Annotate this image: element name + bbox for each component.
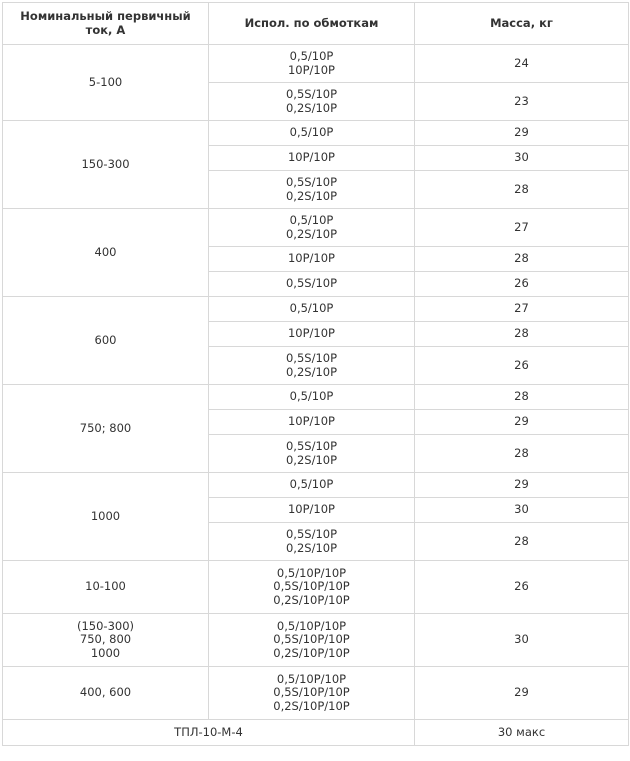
mass-cell: 26 (415, 561, 629, 614)
current-cell: 400, 600 (3, 667, 209, 720)
mass-cell: 29 (415, 667, 629, 720)
current-cell: 5-100 (3, 45, 209, 121)
mass-cell: 27 (415, 209, 629, 247)
mass-cell: 28 (415, 523, 629, 561)
winding-cell: 0,5/10Р (209, 297, 415, 322)
current-cell: 10-100 (3, 561, 209, 614)
winding-cell: 10Р/10Р (209, 146, 415, 171)
winding-cell: 0,5S/10Р 0,2S/10Р (209, 83, 415, 121)
current-cell: 150-300 (3, 121, 209, 209)
spec-table (2, 2, 629, 746)
winding-cell: 0,5/10Р (209, 473, 415, 498)
winding-cell: 0,5/10Р/10Р 0,5S/10Р/10Р 0,2S/10Р/10Р (209, 561, 415, 614)
winding-cell: 0,5S/10Р (209, 272, 415, 297)
table-row (3, 667, 629, 720)
mass-cell: 29 (415, 121, 629, 146)
mass-cell: 28 (415, 322, 629, 347)
mass-cell: 29 (415, 473, 629, 498)
table-row (3, 121, 629, 146)
mass-cell: 30 (415, 498, 629, 523)
current-cell: (150-300) 750, 800 1000 (3, 614, 209, 667)
current-cell: 600 (3, 297, 209, 385)
header-mass: Масса, кг (415, 3, 629, 45)
mass-cell: 30 (415, 146, 629, 171)
winding-cell: 0,5/10Р/10Р 0,5S/10Р/10Р 0,2S/10Р/10Р (209, 614, 415, 667)
table-row (3, 561, 629, 614)
table-row (3, 209, 629, 247)
mass-cell: 27 (415, 297, 629, 322)
winding-cell: 0,5S/10Р 0,2S/10Р (209, 347, 415, 385)
table-row (3, 45, 629, 83)
winding-cell: 10Р/10Р (209, 410, 415, 435)
winding-cell: 0,5/10Р/10Р 0,5S/10Р/10Р 0,2S/10Р/10Р (209, 667, 415, 720)
mass-cell: 26 (415, 347, 629, 385)
winding-cell: 10Р/10Р (209, 322, 415, 347)
mass-cell: 28 (415, 435, 629, 473)
footer-row (3, 720, 629, 746)
winding-cell: 0,5/10Р (209, 121, 415, 146)
mass-cell: 28 (415, 385, 629, 410)
mass-cell: 29 (415, 410, 629, 435)
table-row (3, 385, 629, 410)
table-row (3, 614, 629, 667)
winding-cell: 0,5S/10Р 0,2S/10Р (209, 171, 415, 209)
header-current: Номинальный первичный ток, А (3, 3, 209, 45)
mass-cell: 28 (415, 247, 629, 272)
winding-cell: 10Р/10Р (209, 247, 415, 272)
current-cell: 400 (3, 209, 209, 297)
table-row (3, 473, 629, 498)
current-cell: 1000 (3, 473, 209, 561)
table-row (3, 297, 629, 322)
winding-cell: 0,5S/10Р 0,2S/10Р (209, 523, 415, 561)
mass-cell: 26 (415, 272, 629, 297)
winding-cell: 10Р/10Р (209, 498, 415, 523)
winding-cell: 0,5S/10Р 0,2S/10Р (209, 435, 415, 473)
current-cell: 750; 800 (3, 385, 209, 473)
footer-mass: 30 макс (415, 720, 629, 746)
mass-cell: 24 (415, 45, 629, 83)
winding-cell: 0,5/10Р 10Р/10Р (209, 45, 415, 83)
header-winding: Испол. по обмоткам (209, 3, 415, 45)
mass-cell: 30 (415, 614, 629, 667)
table-body (3, 45, 629, 720)
winding-cell: 0,5/10Р (209, 385, 415, 410)
mass-cell: 23 (415, 83, 629, 121)
mass-cell: 28 (415, 171, 629, 209)
header-row (3, 3, 629, 45)
footer-model: ТПЛ-10-М-4 (3, 720, 415, 746)
winding-cell: 0,5/10Р 0,2S/10Р (209, 209, 415, 247)
